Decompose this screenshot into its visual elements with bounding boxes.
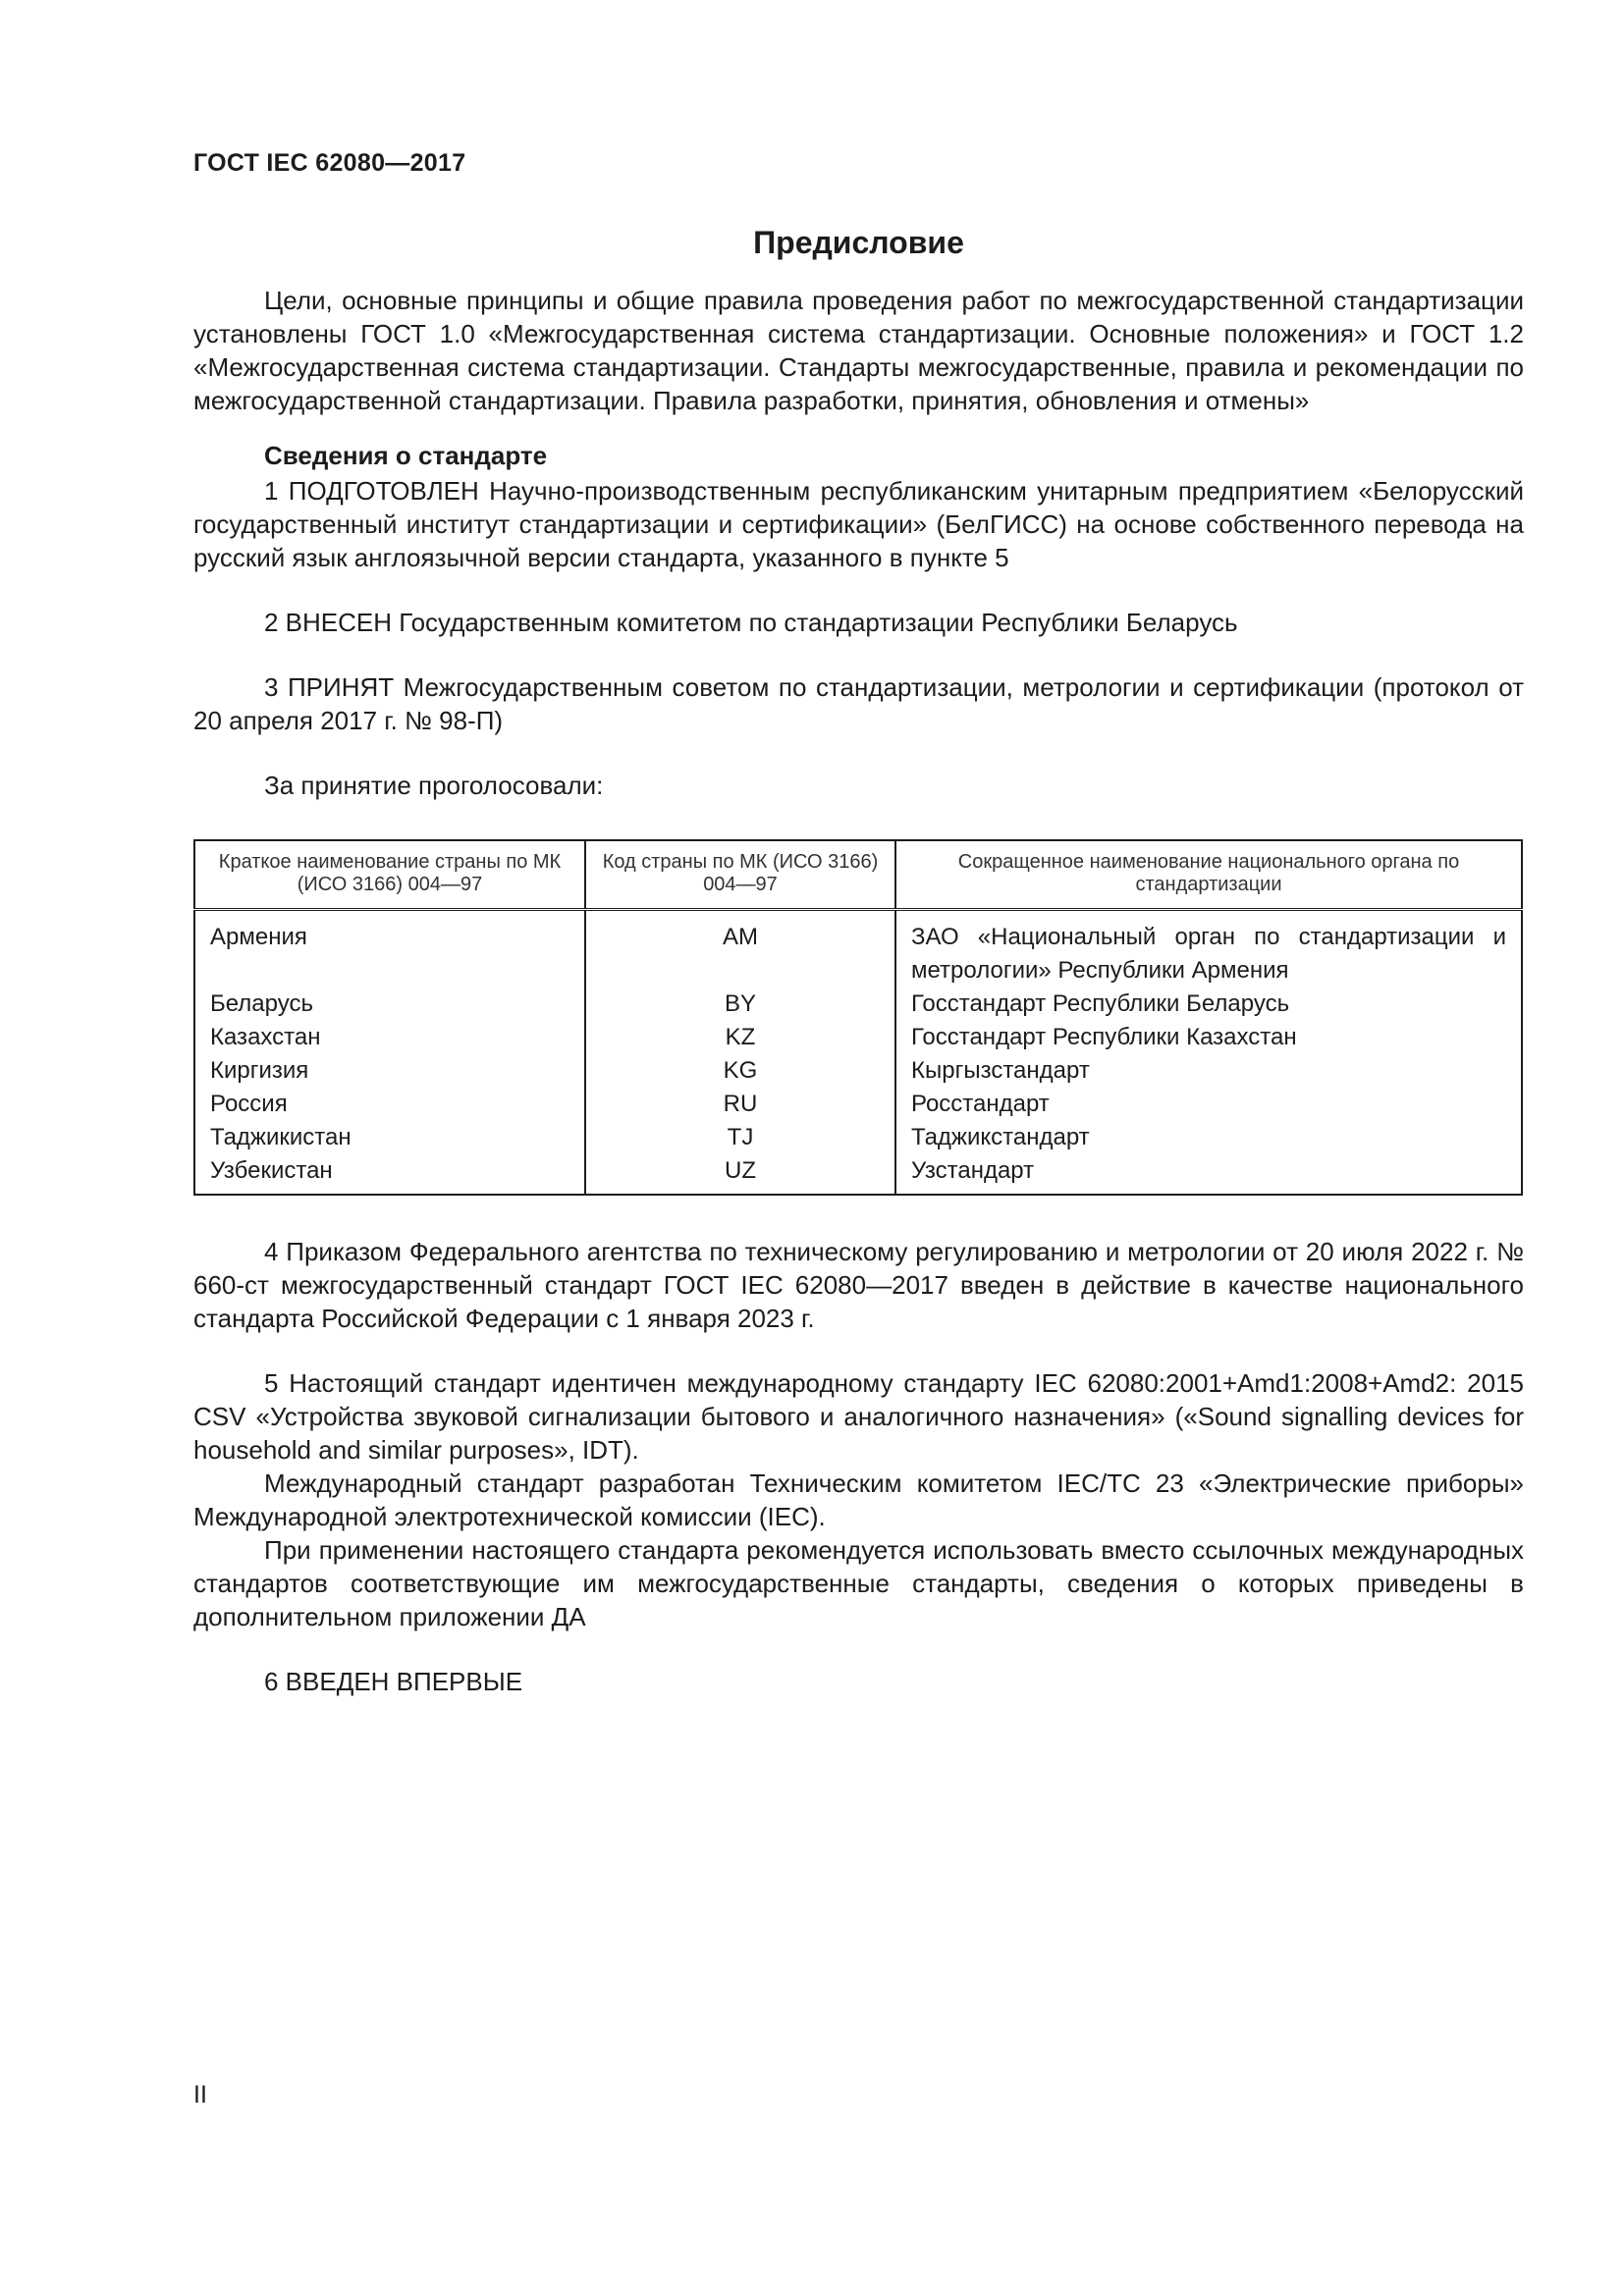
table-row xyxy=(194,1154,1522,1195)
column-header-body: Сокращенное наименование национального органа по стандартизации xyxy=(895,840,1522,910)
document-id-header: ГОСТ IEC 62080—2017 xyxy=(193,149,466,177)
item-3-adopted: 3 ПРИНЯТ Межгосударственным советом по стандартизации, метрологии и сертификации (протокол от 20 апреля 2017 г. № 98-П) xyxy=(193,672,1524,735)
intro-paragraph: Цели, основные принципы и общие правила проведения работ по межгосударственной стандартизации установлены ГОСТ 1.0 «Межгосударственная система стандартизации. Основные положения» и ГОСТ 1.2 «Межгосударственная система стандартизации. Стандарты межгосударственные, правила и рекомендации по межгосударственной стандартизации. Правила разработки, принятия, обновления и отмены» xyxy=(193,286,1524,415)
country-cell: Таджикистан xyxy=(194,1121,585,1154)
item-2-submitted: 2 ВНЕСЕН Государственным комитетом по стандартизации Республики Беларусь xyxy=(264,608,1238,637)
body-cell: Таджикстандарт xyxy=(895,1121,1522,1154)
item-4-enacted: 4 Приказом Федерального агентства по техническому регулированию и метрологии от 20 июля 2022 г. № 660-ст межгосударственный стандарт ГОСТ IEC 62080—2017 введен в действие в качестве национального стандарта Российской Федерации с 1 января 2023 г. xyxy=(193,1237,1524,1333)
body-cell: Госстандарт Республики Беларусь xyxy=(895,988,1522,1021)
page-title: Предисловие xyxy=(753,225,964,260)
vote-intro: За принятие проголосовали: xyxy=(264,771,604,800)
item-5-application: При применении настоящего стандарта рекомендуется использовать вместо ссылочных международных стандартов соответствующие им межгосударственные стандарты, сведения о которых приведены в дополнительном приложении ДА xyxy=(193,1535,1524,1631)
table-row xyxy=(194,1054,1522,1088)
code-cell: TJ xyxy=(585,1121,895,1154)
code-cell: BY xyxy=(585,988,895,1021)
voting-countries-table xyxy=(193,839,1523,1196)
country-cell: Армения xyxy=(194,910,585,988)
code-cell: KZ xyxy=(585,1021,895,1054)
foreword-content xyxy=(193,221,1524,1698)
item-5-identical: 5 Настоящий стандарт идентичен международному стандарту IEC 62080:2001+Amd1:2008+Amd2: 2015 CSV «Устройства звуковой сигнализации бытового и аналогичного назначения» («Sound signalling devices for household and similar purposes», IDT). xyxy=(193,1368,1524,1465)
page-number: II xyxy=(193,2081,207,2109)
table-row xyxy=(194,910,1522,988)
country-cell: Киргизия xyxy=(194,1054,585,1088)
item-1-prepared: 1 ПОДГОТОВЛЕН Научно-производственным республиканским унитарным предприятием «Белорусский государственный институт стандартизации и сертификации» (БелГИСС) на основе собственного перевода на русский язык англоязычной версии стандарта, указанного в пункте 5 xyxy=(193,476,1524,572)
code-cell: AM xyxy=(585,910,895,988)
column-header-code: Код страны по МК (ИСО 3166) 004—97 xyxy=(585,840,895,910)
country-cell: Беларусь xyxy=(194,988,585,1021)
body-cell: Узстандарт xyxy=(895,1154,1522,1195)
code-cell: KG xyxy=(585,1054,895,1088)
section-subtitle: Сведения о стандарте xyxy=(264,441,548,470)
country-cell: Узбекистан xyxy=(194,1154,585,1195)
body-cell: ЗАО «Национальный орган по стандартизации и метрологии» Республики Армения xyxy=(895,910,1522,988)
body-cell: Росстандарт xyxy=(895,1088,1522,1121)
body-cell: Кыргызстандарт xyxy=(895,1054,1522,1088)
table-row xyxy=(194,1121,1522,1154)
body-cell: Госстандарт Республики Казахстан xyxy=(895,1021,1522,1054)
code-cell: UZ xyxy=(585,1154,895,1195)
table-row xyxy=(194,988,1522,1021)
table-header-row xyxy=(194,840,1522,910)
country-cell: Казахстан xyxy=(194,1021,585,1054)
item-6-first-introduced: 6 ВВЕДЕН ВПЕРВЫЕ xyxy=(264,1667,523,1696)
table-row xyxy=(194,1021,1522,1054)
country-cell: Россия xyxy=(194,1088,585,1121)
item-5-committee: Международный стандарт разработан Техническим комитетом IEC/TC 23 «Электрические приборы» Международной электротехнической комиссии (IEC). xyxy=(193,1468,1524,1531)
column-header-country: Краткое наименование страны по МК (ИСО 3166) 004—97 xyxy=(194,840,585,910)
table-row xyxy=(194,1088,1522,1121)
code-cell: RU xyxy=(585,1088,895,1121)
